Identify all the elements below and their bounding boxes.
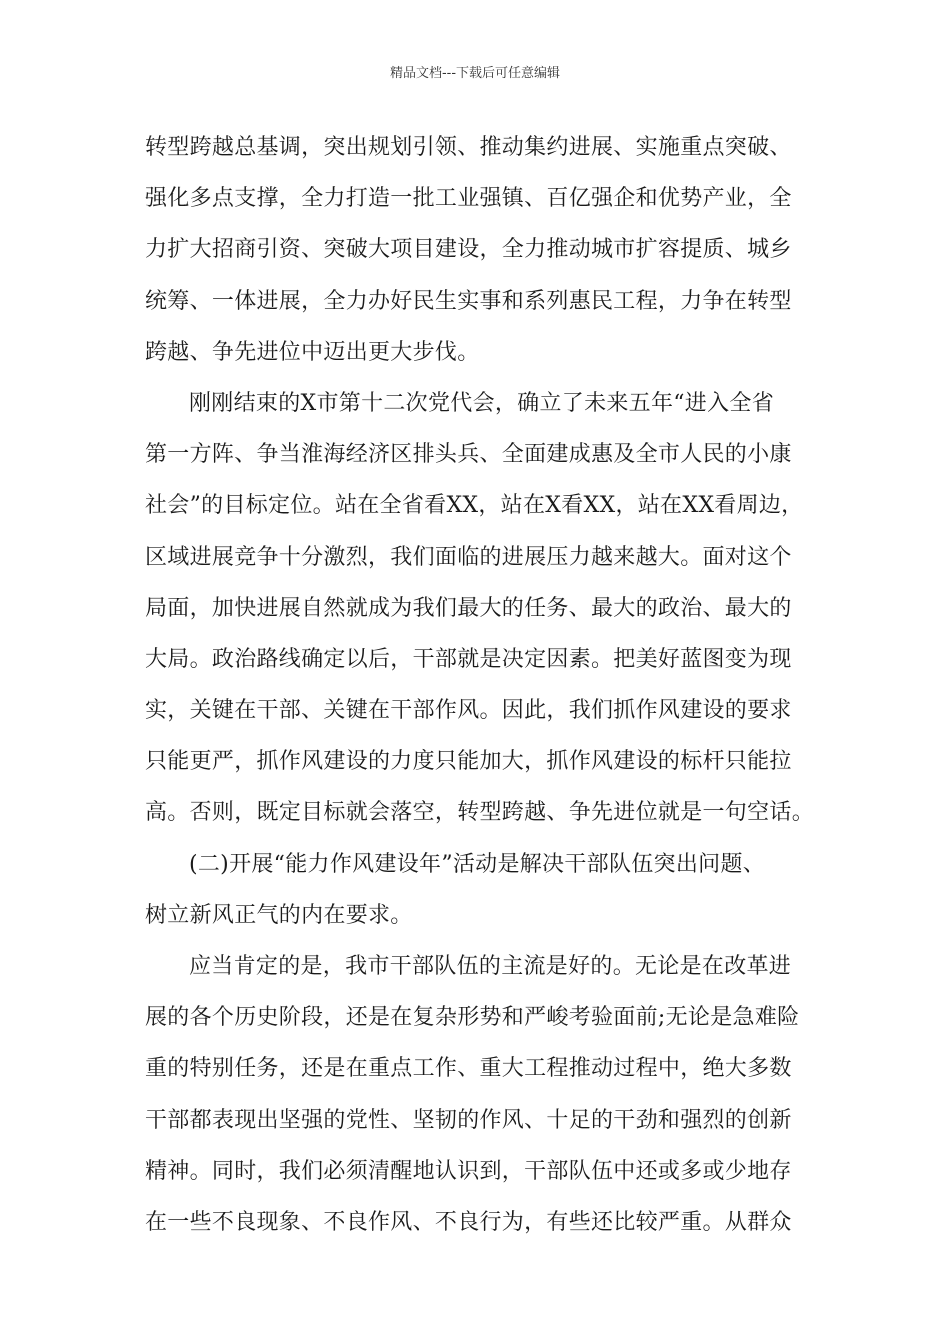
text-line: 力扩大招商引资、突破大项目建设，全力推动城市扩容提质、城乡 xyxy=(145,237,792,263)
text-line: 强化多点支撑，全力打造一批工业强镇、百亿强企和优势产业，全 xyxy=(145,186,792,212)
text-line: 大局。政治路线确定以后，干部就是决定因素。把美好蓝图变为现 xyxy=(145,646,792,672)
text-line: 在一些不良现象、不良作风、不良行为，有些还比较严重。从群众 xyxy=(145,1209,792,1235)
text-line: 只能更严，抓作风建设的力度只能加大，抓作风建设的标杆只能拉 xyxy=(145,749,792,775)
text-line: 干部都表现出坚强的党性、坚韧的作风、十足的干劲和强烈的创新 xyxy=(145,1107,792,1133)
text-line: 局面，加快进展自然就成为我们最大的任务、最大的政治、最大的 xyxy=(145,595,792,621)
paragraph-start-line: 刚刚结束的X市第十二次党代会，确立了未来五年“进入全省 xyxy=(189,390,775,416)
text-line: 实，关键在干部、关键在干部作风。因此，我们抓作风建设的要求 xyxy=(145,698,792,724)
text-line: 转型跨越总基调，突出规划引领、推动集约进展、实施重点突破、 xyxy=(145,135,792,160)
text-line: 社会”的目标定位。站在全省看XX，站在X看XX，站在XX看周边， xyxy=(145,493,804,519)
paragraph-start-line: 应当肯定的是，我市干部队伍的主流是好的。无论是在改革进 xyxy=(189,954,792,979)
text-line: 重的特别任务，还是在重点工作、重大工程推动过程中，绝大多数 xyxy=(145,1056,792,1082)
text-line: 精神。同时，我们必须清醒地认识到，干部队伍中还或多或少地存 xyxy=(145,1158,792,1184)
page-header: 精品文档---下载后可任意编辑 xyxy=(389,66,561,81)
text-line: 统筹、一体进展，全力办好民生实事和系列惠民工程，力争在转型 xyxy=(145,288,792,314)
text-line: 展的各个历史阶段，还是在复杂形势和严峻考验面前;无论是急难险 xyxy=(145,1005,800,1031)
section-heading-line: 树立新风正气的内在要求。 xyxy=(145,902,413,928)
text-line: 第一方阵、争当淮海经济区排头兵、全面建成惠及全市人民的小康 xyxy=(145,442,792,468)
section-heading-line: (二)开展“能力作风建设年”活动是解决干部队伍突出问题、 xyxy=(189,851,766,877)
text-line: 区域进展竞争十分激烈，我们面临的进展压力越来越大。面对这个 xyxy=(145,544,792,570)
text-line: 跨越、争先进位中迈出更大步伐。 xyxy=(145,339,480,365)
text-line: 高。否则，既定目标就会落空，转型跨越、争先进位就是一句空话。 xyxy=(145,800,815,826)
document-body xyxy=(145,122,815,1248)
